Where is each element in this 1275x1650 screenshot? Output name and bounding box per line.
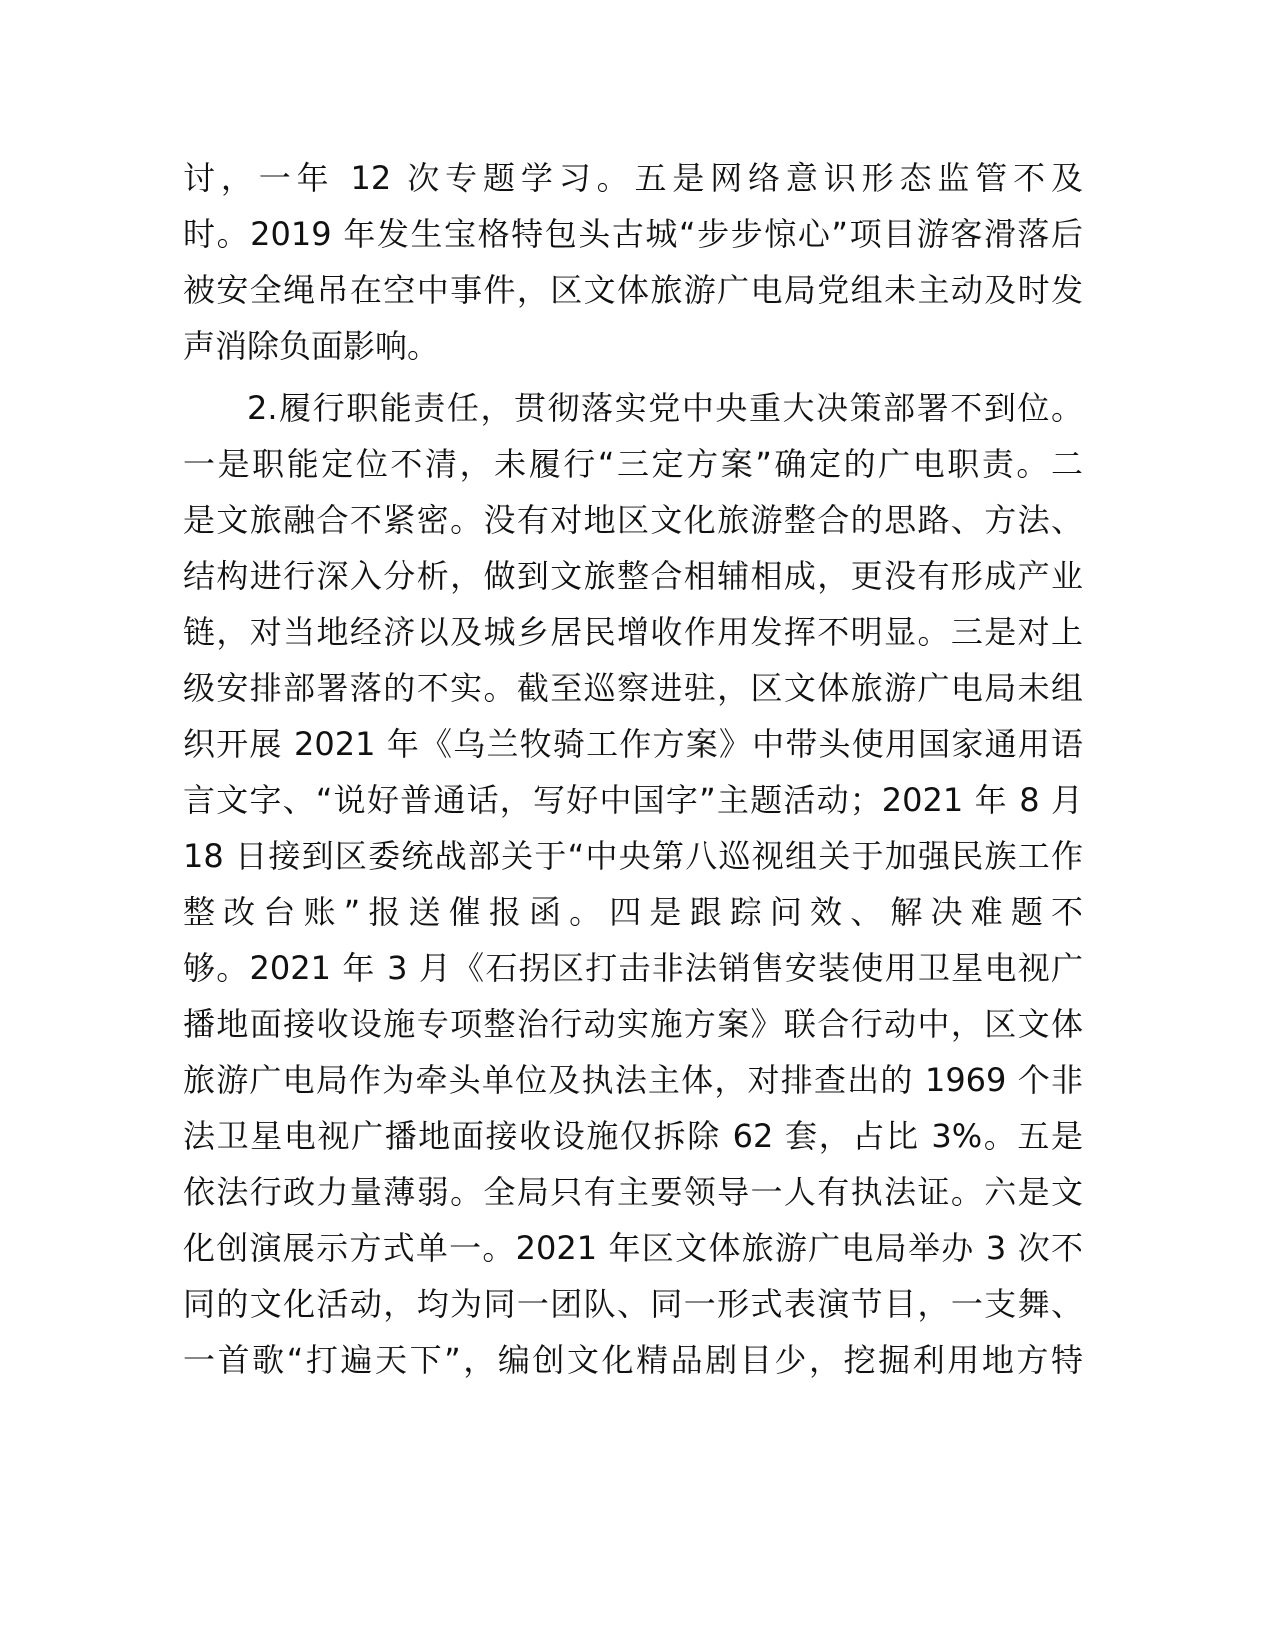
- text-line: 依法行政力量薄弱。全局只有主要领导一人有执法证。六是文: [183, 1173, 1083, 1211]
- text-line: 结构进行深入分析，做到文旅整合相辅相成，更没有形成产业: [183, 557, 1083, 595]
- text-line: 时。2019 年发生宝格特包头古城“步步惊心”项目游客滑落后: [183, 215, 1083, 253]
- paragraph-1: [183, 150, 1083, 374]
- text-line: 2.履行职能责任，贯彻落实党中央重大决策部署不到位。: [247, 389, 1083, 427]
- text-line: 播地面接收设施专项整治行动实施方案》联合行动中，区文体: [183, 1005, 1083, 1043]
- text-line: 够。2021 年 3 月《石拐区打击非法销售安装使用卫星电视广: [183, 949, 1083, 987]
- text-line: 级安排部署落的不实。截至巡察进驻，区文体旅游广电局未组: [183, 669, 1083, 707]
- text-line: 一是职能定位不清，未履行“三定方案”确定的广电职责。二: [183, 445, 1083, 483]
- text-line: 织开展 2021 年《乌兰牧骑工作方案》中带头使用国家通用语: [183, 725, 1083, 763]
- text-line: 同的文化活动，均为同一团队、同一形式表演节目，一支舞、: [183, 1285, 1083, 1323]
- text-line: 言文字、“说好普通话，写好中国字”主题活动；2021 年 8 月: [183, 781, 1083, 819]
- body-text: [183, 150, 1083, 1388]
- text-line: 被安全绳吊在空中事件，区文体旅游广电局党组未主动及时发: [183, 271, 1083, 309]
- text-line: 18 日接到区委统战部关于“中央第八巡视组关于加强民族工作: [183, 837, 1083, 875]
- text-line: 整改台账”报送催报函。四是跟踪问效、解决难题不: [183, 893, 1083, 931]
- text-line: 法卫星电视广播地面接收设施仅拆除 62 套，占比 3%。五是: [183, 1117, 1083, 1155]
- text-line: 讨，一年 12 次专题学习。五是网络意识形态监管不及: [183, 159, 1083, 197]
- text-line: 化创演展示方式单一。2021 年区文体旅游广电局举办 3 次不: [183, 1229, 1083, 1267]
- text-line: 旅游广电局作为牵头单位及执法主体，对排查出的 1969 个非: [183, 1061, 1083, 1099]
- text-line: 是文旅融合不紧密。没有对地区文化旅游整合的思路、方法、: [183, 501, 1083, 539]
- text-line: 声消除负面影响。: [183, 327, 440, 365]
- text-line: 一首歌“打遍天下”，编创文化精品剧目少，挖掘利用地方特: [183, 1341, 1083, 1379]
- text-line: 链，对当地经济以及城乡居民增收作用发挥不明显。三是对上: [183, 613, 1083, 651]
- paragraph-2: [183, 380, 1083, 1388]
